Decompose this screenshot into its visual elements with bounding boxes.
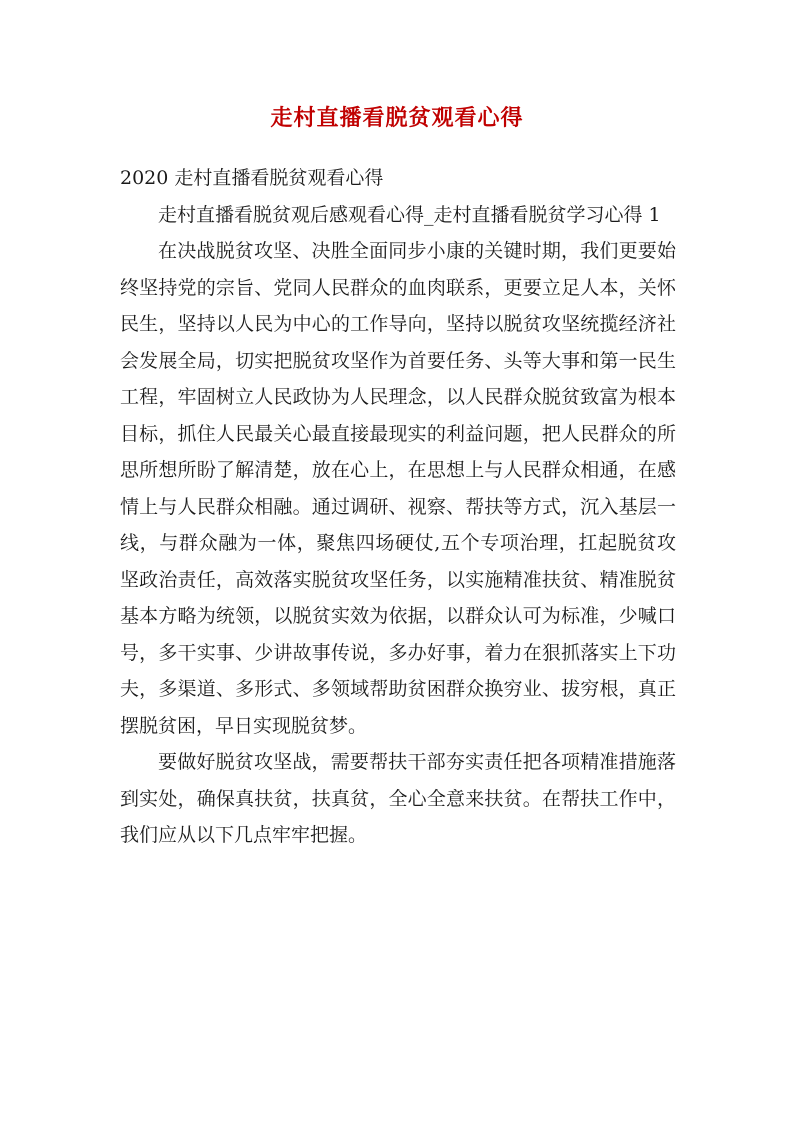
paragraph-closing: 要做好脱贫攻坚战，需要帮扶干部夯实责任把各项精准措施落到实处，确保真扶贫，扶真贫，全心全意来扶贫。在帮扶工作中，我们应从以下几点牢牢把握。: [120, 751, 676, 846]
paragraph-main: 在决战脱贫攻坚、决胜全面同步小康的关键时期，我们更要始终坚持党的宗旨、党同人民群众的血肉联系，更要立足人本，关怀民生，坚持以人民为中心的工作导向，坚持以脱贫攻坚统揽经济社会发展全局，切实把脱贫攻坚作为首要任务、头等大事和第一民生工程，牢固树立人民政协为人民理念，以人民群众脱贫致富为根本目标，抓住人民最关心最直接最现实的利益问题，把人民群众的所思所想所盼了解清楚，放在心上，在思想上与人民群众相通，在感情上与人民群众相融。通过调研、视察、帮扶等方式，沉入基层一线，与群众融为一体，聚焦四场硬仗,五个专项治理，扛起脱贫攻坚政治责任，高效落实脱贫攻坚任务，以实施精准扶贫、精准脱贫基本方略为统领，以脱贫实效为依据，以群众认可为标准，少喊口号，多干实事、少讲故事传说，多办好事，着力在狠抓落实上下功夫，多渠道、多形式、多领域帮助贫困群众换穷业、拔穷根，真正摆脱贫困，早日实现脱贫梦。: [120, 240, 676, 737]
document-title: 走村直播看脱贫观看心得: [270, 105, 524, 131]
document-subtitle: 2020 走村直播看脱贫观看心得: [120, 167, 384, 189]
document-body: [120, 160, 676, 854]
paragraph-intro: 走村直播看脱贫观后感观看心得_走村直播看脱贫学习心得 1: [158, 203, 661, 226]
